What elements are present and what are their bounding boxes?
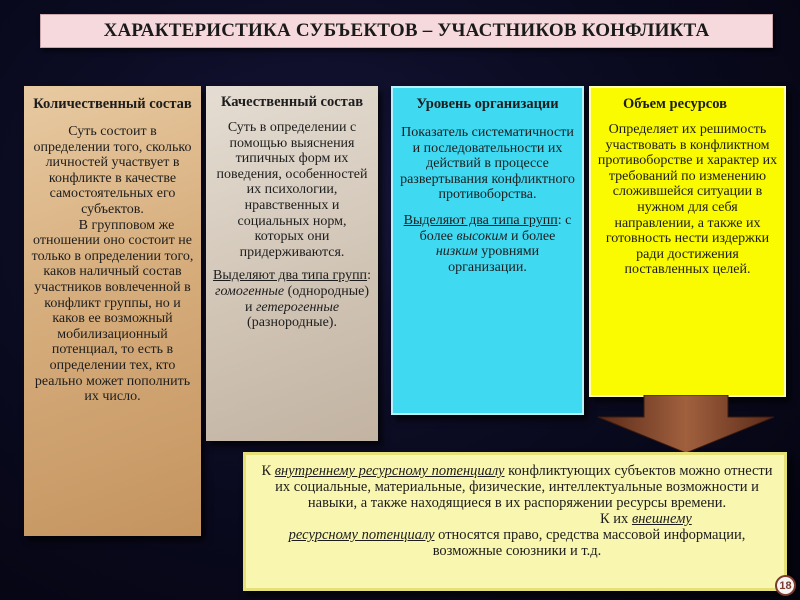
resource-potential-term: ресурсному потенциалу <box>288 527 435 543</box>
text-segment: конфликтующих субъектов можно отнести их социальные, материальные, физические, интеллектуальные возможности и навыки, а также находящиеся в их распоряжении ресурсы времени. <box>275 463 773 511</box>
text-segment: К их <box>600 511 629 527</box>
slide-title: ХАРАКТЕРИСТИКА СУБЪЕКТОВ – УЧАСТНИКОВ КОНФЛИКТА <box>40 14 773 48</box>
page-number-badge: 18 <box>775 575 796 596</box>
external-potential-term: внешнему <box>631 511 692 527</box>
group-type-1-note: (однородные) и <box>244 283 369 315</box>
card-qualitative-composition <box>206 86 378 441</box>
card-text: Определяет их решимость участвовать в конфликтном противоборстве и характер их требований по изменению сложившейся ситуации в нужном для себя направлении, а также их готовность нести издержки ради достижения поставленных целей. <box>597 122 778 278</box>
card-text: Суть состоит в определении того, сколько личностей участвует в конфликте в качестве самостоятельных его субъектов. <box>33 124 192 217</box>
text-segment: относятся право, средства массовой информации, возможные союзники и т.д. <box>432 527 746 559</box>
card-organization-level <box>391 86 584 415</box>
group-type-1: гомогенные <box>215 283 285 299</box>
group-type-prefix: с более <box>419 212 572 244</box>
internal-potential-term: внутреннему ресурсному потенциалу <box>274 463 505 479</box>
card-text: Показатель систематичности и последовательности их действий в процессе развертывания конфликтного противоборства. <box>400 125 575 203</box>
card-heading: Количественный состав <box>33 96 192 112</box>
group-type-2-note: (разнородные). <box>247 315 337 331</box>
group-type-suffix: уровнями организации. <box>448 244 540 275</box>
group-types-label: Выделяют два типа групп <box>403 212 558 228</box>
card-text: В групповом же отношении оно состоит не только в определении того, каков наличный состав участников вовлеченной в конфликт группы, но и каков ее возможный мобилизационный потенциал, то есть в определении тех, кто реально может пополнить их число. <box>31 217 194 405</box>
external-first-line <box>260 511 774 527</box>
card-quantitative-composition <box>24 86 201 536</box>
card-heading: Уровень организации <box>416 96 559 112</box>
group-type-prefix: и более <box>510 228 556 244</box>
external-resources-text <box>260 511 774 559</box>
group-types: Выделяют два типа групп: с более высоким и более низким уровнями организации. <box>403 212 572 275</box>
group-type-1: высоким <box>456 228 508 244</box>
group-types-label: Выделяют два типа групп <box>213 268 368 284</box>
card-heading: Качественный состав <box>220 94 364 110</box>
internal-resources-text <box>260 463 774 511</box>
text-segment: К <box>261 463 272 479</box>
card-text: Суть в определении с помощью выяснения типичных форм их поведения, особенностей их психологии, нравственных и социальных норм, которых они придерживаются. <box>216 120 368 260</box>
card-resource-volume <box>589 86 786 397</box>
group-types: Выделяют два типа групп: гомогенные (однородные) и гетерогенные (разнородные). <box>213 268 371 331</box>
card-heading: Объем ресурсов <box>623 96 727 112</box>
resource-potential-box <box>243 452 787 591</box>
group-type-2: низким <box>435 244 478 260</box>
down-arrow-icon <box>596 395 776 455</box>
group-type-2: гетерогенные <box>255 299 340 315</box>
